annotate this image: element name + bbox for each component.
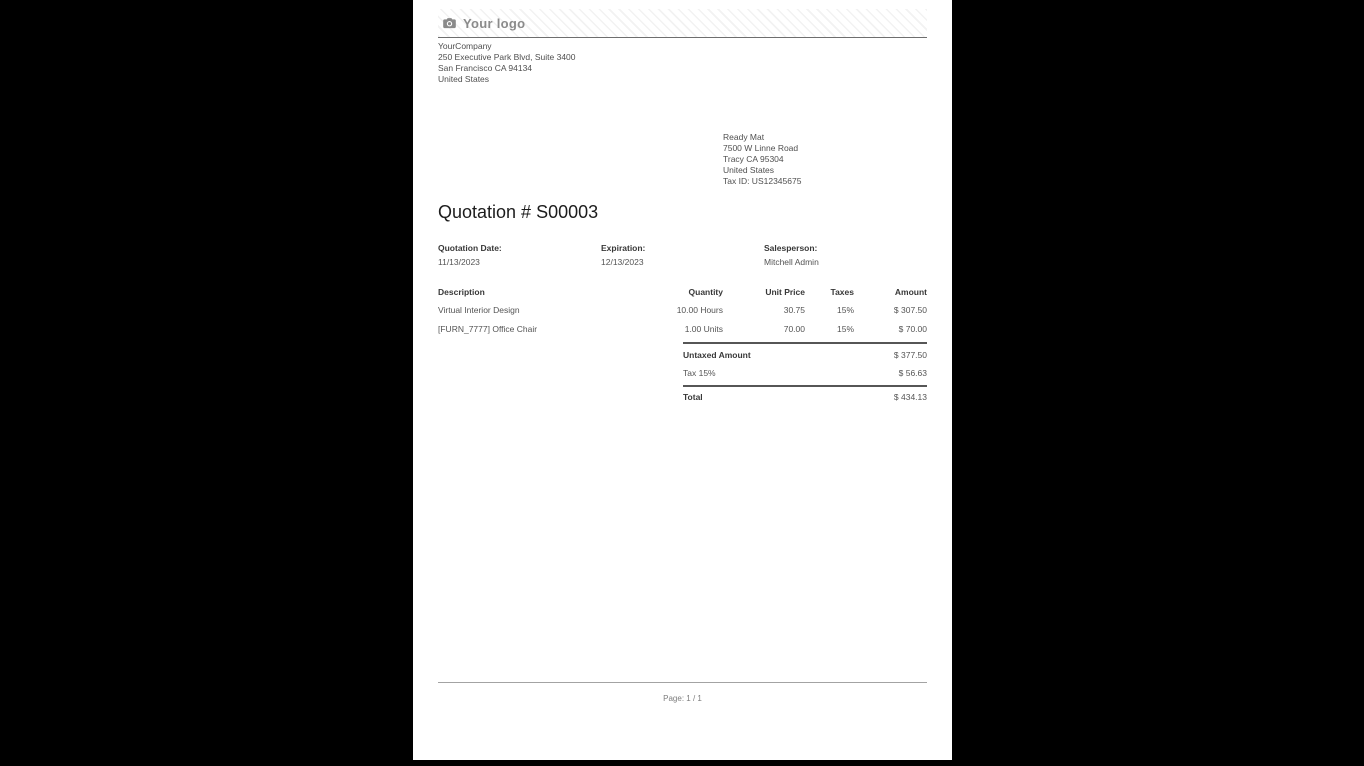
company-address-line: 250 Executive Park Blvd, Suite 3400 <box>438 52 576 62</box>
company-name: YourCompany <box>438 41 492 51</box>
untaxed-amount-row <box>683 342 927 368</box>
tax-row <box>683 368 927 385</box>
customer-address-block <box>723 132 801 187</box>
info-value: Mitchell Admin <box>764 257 819 267</box>
info-label: Expiration: <box>601 243 646 253</box>
document-info-row <box>438 243 927 267</box>
cell-amount: $ 70.00 <box>898 324 927 334</box>
column-header-amount: Amount <box>894 287 927 297</box>
info-salesperson <box>764 243 927 267</box>
total-value: $ 377.50 <box>893 350 927 360</box>
total-value: $ 434.13 <box>893 392 927 402</box>
cell-unit-price: 70.00 <box>783 324 805 334</box>
cell-taxes: 15% <box>836 324 854 334</box>
column-header-unit-price: Unit Price <box>765 287 805 297</box>
customer-address-line: Tracy CA 95304 <box>723 154 784 164</box>
total-label: Untaxed Amount <box>683 350 751 360</box>
camera-icon <box>443 17 456 29</box>
cell-taxes: 15% <box>836 305 854 315</box>
customer-address-line: 7500 W Linne Road <box>723 143 799 153</box>
company-address-line: San Francisco CA 94134 <box>438 63 533 73</box>
column-header-quantity: Quantity <box>688 287 723 297</box>
info-label: Salesperson: <box>764 243 818 253</box>
logo-placeholder-label: Your logo <box>463 15 526 31</box>
table-header-row <box>438 287 927 305</box>
total-label: Total <box>683 392 703 402</box>
line-items-table <box>438 287 927 343</box>
customer-tax-id: Tax ID: US12345675 <box>723 176 802 186</box>
info-value: 11/13/2023 <box>438 257 480 267</box>
info-label: Quotation Date: <box>438 243 502 253</box>
column-header-taxes: Taxes <box>830 287 854 297</box>
table-row <box>438 305 927 324</box>
page-title: Quotation # S00003 <box>438 202 599 222</box>
table-row <box>438 324 927 343</box>
page-number: Page: 1 / 1 <box>663 694 702 703</box>
cell-description: Virtual Interior Design <box>438 305 520 315</box>
cell-quantity: 10.00 Hours <box>676 305 723 315</box>
footer-divider <box>438 682 927 683</box>
quotation-page <box>413 0 952 760</box>
info-value: 12/13/2023 <box>601 257 644 267</box>
cell-amount: $ 307.50 <box>893 305 927 315</box>
cell-description: [FURN_7777] Office Chair <box>438 324 538 334</box>
total-value: $ 56.63 <box>898 368 927 378</box>
total-label: Tax 15% <box>683 368 716 378</box>
customer-name: Ready Mat <box>723 132 765 142</box>
column-header-description: Description <box>438 287 485 297</box>
grand-total-row <box>683 385 927 402</box>
cell-unit-price: 30.75 <box>783 305 805 315</box>
company-address-line: United States <box>438 74 490 84</box>
info-quotation-date <box>438 243 601 267</box>
totals-block <box>683 342 927 402</box>
company-address-block <box>438 41 576 85</box>
customer-address-line: United States <box>723 165 775 175</box>
cell-quantity: 1.00 Units <box>684 324 723 334</box>
info-expiration <box>601 243 764 267</box>
logo-placeholder-band <box>438 9 927 38</box>
